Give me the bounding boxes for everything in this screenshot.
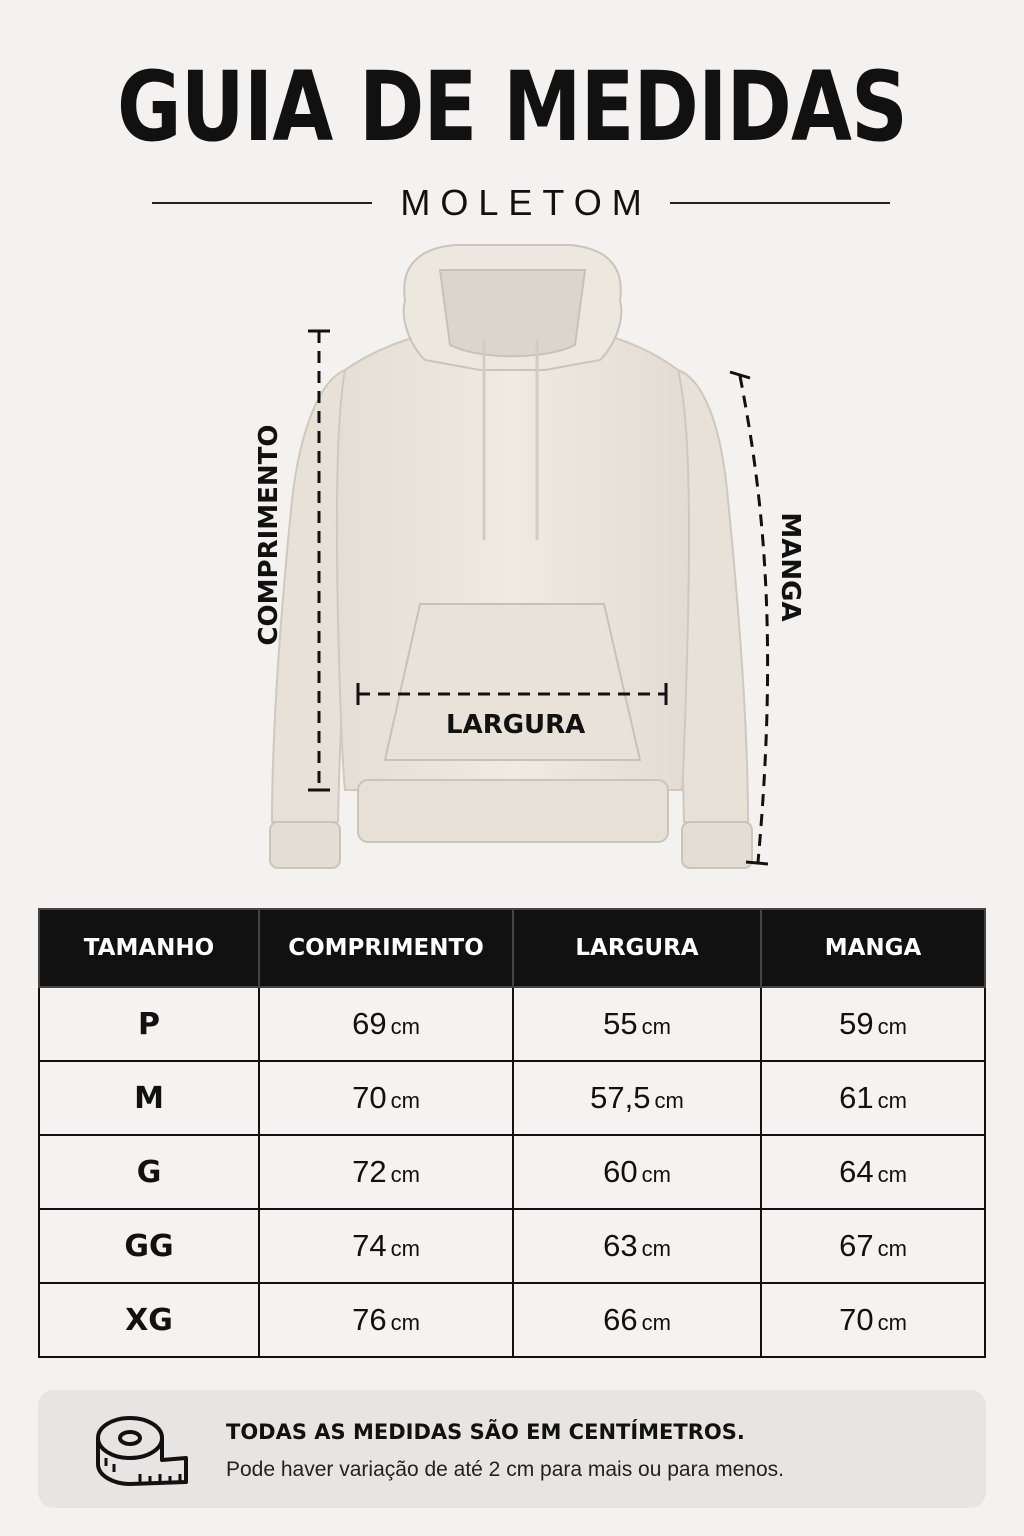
unit: cm xyxy=(390,1088,420,1113)
largura-label: LARGURA xyxy=(446,710,586,740)
manga-cell xyxy=(761,1135,985,1209)
manga-cell xyxy=(761,987,985,1061)
value: 57,5 xyxy=(590,1080,651,1115)
unit: cm xyxy=(641,1014,671,1039)
unit: cm xyxy=(877,1088,907,1113)
value: 55 xyxy=(603,1006,638,1041)
size-cell: G xyxy=(39,1135,259,1209)
largura-cell xyxy=(513,987,761,1061)
table-row xyxy=(39,1283,985,1357)
note-title: TODAS AS MEDIDAS SÃO EM CENTÍMETROS. xyxy=(226,1420,745,1444)
comprimento-cell xyxy=(259,1135,513,1209)
comprimento-label: COMPRIMENTO xyxy=(254,424,284,646)
unit: cm xyxy=(390,1310,420,1335)
value: 72 xyxy=(352,1154,387,1189)
table-header-row xyxy=(39,909,985,987)
manga-cell xyxy=(761,1061,985,1135)
unit: cm xyxy=(877,1310,907,1335)
size-table xyxy=(38,908,986,1358)
value: 69 xyxy=(352,1006,387,1041)
table-row xyxy=(39,1209,985,1283)
page-title: GUIA DE MEDIDAS xyxy=(116,51,908,163)
table-row xyxy=(39,1135,985,1209)
value: 59 xyxy=(839,1006,874,1041)
size-cell: M xyxy=(39,1061,259,1135)
value: 64 xyxy=(839,1154,874,1189)
value: 66 xyxy=(603,1302,638,1337)
comprimento-cell xyxy=(259,987,513,1061)
manga-cell xyxy=(761,1209,985,1283)
unit: cm xyxy=(641,1310,671,1335)
header-tamanho: TAMANHO xyxy=(39,909,259,987)
unit: cm xyxy=(877,1014,907,1039)
value: 74 xyxy=(352,1228,387,1263)
comprimento-cell xyxy=(259,1061,513,1135)
unit: cm xyxy=(390,1162,420,1187)
table-row xyxy=(39,1061,985,1135)
unit: cm xyxy=(654,1088,684,1113)
value: 67 xyxy=(839,1228,874,1263)
value: 61 xyxy=(839,1080,874,1115)
value: 70 xyxy=(839,1302,874,1337)
size-cell: XG xyxy=(39,1283,259,1357)
note-text: Pode haver variação de até 2 cm para mais ou para menos. xyxy=(226,1458,784,1481)
value: 70 xyxy=(352,1080,387,1115)
size-cell: GG xyxy=(39,1209,259,1283)
divider-right xyxy=(670,202,890,204)
header-largura: LARGURA xyxy=(513,909,761,987)
measuring-tape-icon xyxy=(94,1408,194,1488)
largura-cell xyxy=(513,1061,761,1135)
hood-opening xyxy=(440,270,585,356)
value: 76 xyxy=(352,1302,387,1337)
largura-cell xyxy=(513,1135,761,1209)
value: 63 xyxy=(603,1228,638,1263)
subtitle-row xyxy=(152,180,890,226)
header-manga: MANGA xyxy=(761,909,985,987)
unit: cm xyxy=(641,1162,671,1187)
comprimento-cell xyxy=(259,1209,513,1283)
page-subtitle: MOLETOM xyxy=(400,182,652,223)
waistband xyxy=(358,780,668,842)
largura-cell xyxy=(513,1209,761,1283)
largura-cell xyxy=(513,1283,761,1357)
unit: cm xyxy=(390,1236,420,1261)
value: 60 xyxy=(603,1154,638,1189)
manga-cell xyxy=(761,1283,985,1357)
divider-left xyxy=(152,202,372,204)
unit: cm xyxy=(877,1236,907,1261)
measurement-note xyxy=(38,1390,986,1508)
size-cell: P xyxy=(39,987,259,1061)
unit: cm xyxy=(641,1236,671,1261)
left-cuff xyxy=(270,822,340,868)
unit: cm xyxy=(877,1162,907,1187)
hoodie-illustration xyxy=(0,240,1024,880)
manga-label: MANGA xyxy=(775,512,805,622)
right-cuff xyxy=(682,822,752,868)
comprimento-cell xyxy=(259,1283,513,1357)
unit: cm xyxy=(390,1014,420,1039)
header-comprimento: COMPRIMENTO xyxy=(259,909,513,987)
table-row xyxy=(39,987,985,1061)
